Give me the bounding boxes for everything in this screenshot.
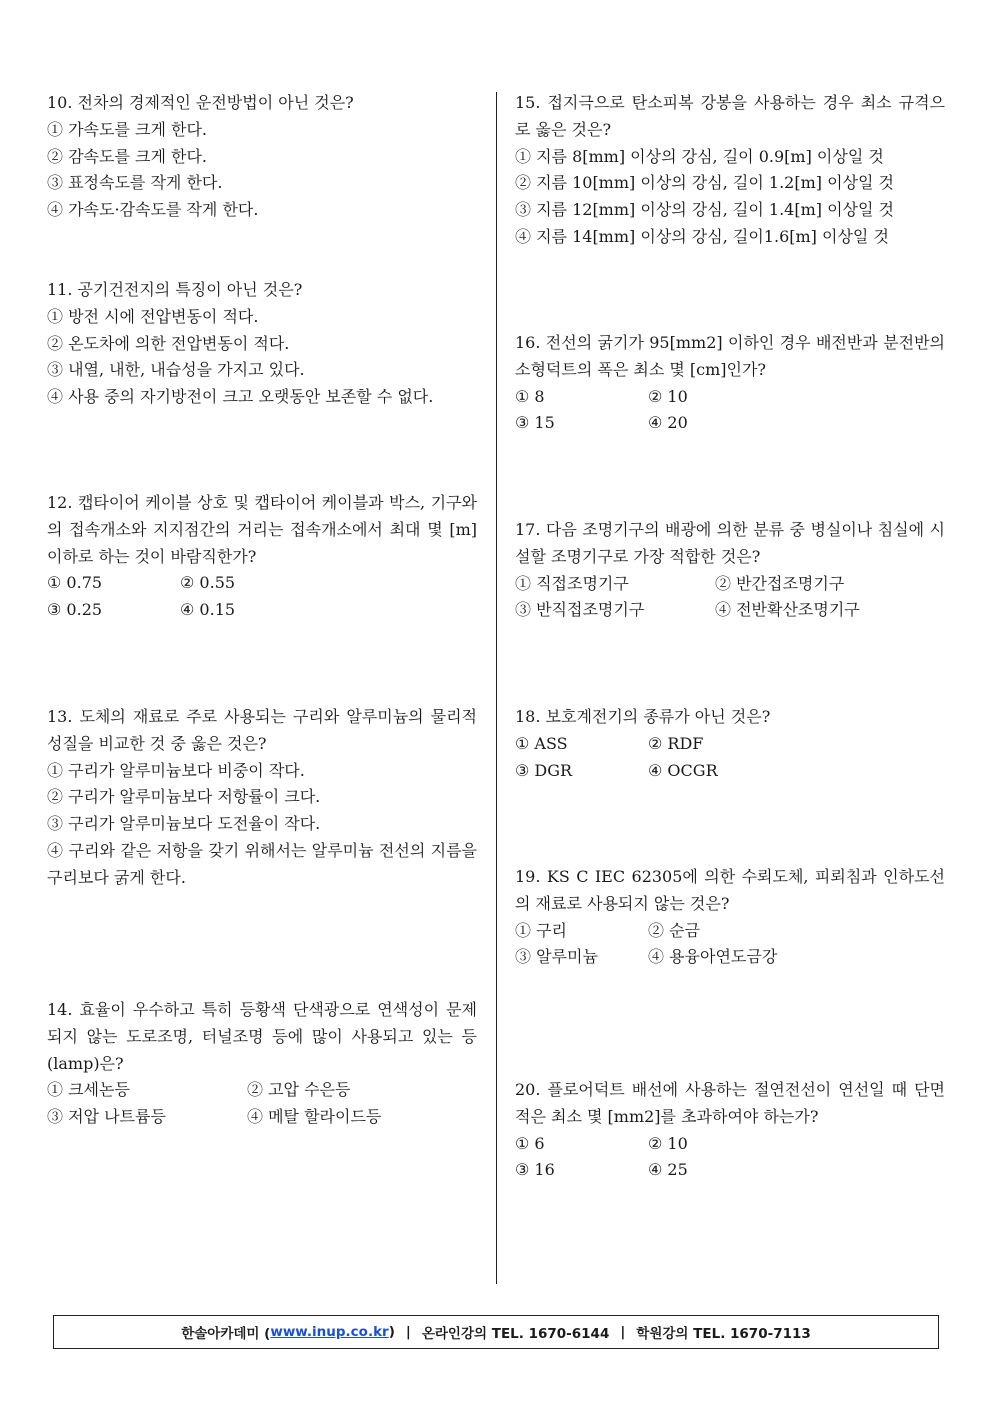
option-1: ① 방전 시에 전압변동이 적다. [47, 306, 259, 326]
question-12 [47, 490, 477, 624]
academy-name: 한솔아카데미 ( [181, 1326, 271, 1342]
option-row [47, 1104, 477, 1131]
question-19 [515, 864, 945, 971]
option-4: ④ 전반확산조명기구 [715, 600, 860, 620]
option-4: ④ 지름 14[mm] 이상의 강심, 길이1.6[m] 이상일 것 [515, 226, 889, 246]
question-stem: 17. 다음 조명기구의 배광에 의한 분류 중 병실이나 침실에 시설할 조명기구로 가장 적합한 것은? [515, 520, 945, 566]
option-3: ③ 표정속도를 작게 한다. [47, 173, 223, 193]
option-row [515, 571, 945, 598]
option-4: ④ 20 [648, 413, 688, 433]
option-row [515, 731, 945, 758]
option-3: ③ 지름 12[mm] 이상의 강심, 길이 1.4[m] 이상일 것 [515, 200, 894, 220]
option-3: ③ 16 [515, 1160, 555, 1180]
option-4: ④ 용융아연도금강 [648, 947, 778, 967]
question-stem: 20. 플로어덕트 배선에 사용하는 절연전선이 연선일 때 단면적은 최소 몇 [mm2]를 초과하여야 하는가? [515, 1080, 945, 1126]
question-10 [47, 90, 477, 224]
question-20 [515, 1077, 945, 1184]
question-stem: 11. 공기건전지의 특징이 아닌 것은? [47, 280, 303, 299]
option-3: ③ 15 [515, 413, 555, 433]
academy-lecture-phone: 학원강의 TEL. 1670-7113 [636, 1326, 811, 1342]
option-4: ④ 구리와 같은 저항을 갖기 위해서는 알루미늄 전선의 지름을 구리보다 굵게 한다. [47, 840, 477, 887]
option-2: ② 10 [648, 386, 688, 406]
option-3: ③ DGR [515, 760, 573, 780]
question-stem: 13. 도체의 재료로 주로 사용되는 구리와 알루미늄의 물리적 성질을 비교한 것 중 옳은 것은? [47, 707, 477, 753]
option-1: ① 0.75 [47, 573, 103, 593]
question-stem: 10. 전차의 경제적인 운전방법이 아닌 것은? [47, 93, 354, 112]
close-paren: ) [388, 1324, 395, 1340]
option-4: ④ 가속도·감속도를 작게 한다. [47, 200, 259, 220]
option-2: ② 감속도를 크게 한다. [47, 146, 207, 166]
question-14 [47, 997, 477, 1131]
option-row [47, 597, 477, 624]
option-3: ③ 0.25 [47, 600, 103, 620]
column-divider [496, 92, 497, 1284]
option-2: ② 0.55 [180, 573, 236, 593]
option-4: ④ 사용 중의 자기방전이 크고 오랫동안 보존할 수 없다. [47, 387, 434, 407]
question-13 [47, 704, 477, 892]
question-stem: 15. 접지극으로 탄소피복 강봉을 사용하는 경우 최소 규격으로 옳은 것은? [515, 93, 945, 139]
option-row [47, 570, 477, 597]
question-18 [515, 704, 945, 784]
question-stem: 12. 캡타이어 케이블 상호 및 캡타이어 케이블과 박스, 기구와의 접속개소와 지지점간의 거리는 접속개소에서 최대 몇 [m] 이하로 하는 것이 바람직한가? [47, 493, 477, 566]
option-1: ① 직접조명기구 [515, 573, 629, 593]
option-row [515, 597, 945, 624]
option-2: ② 온도차에 의한 전압변동이 적다. [47, 333, 290, 353]
question-stem: 19. KS C IEC 62305에 의한 수뢰도체, 피뢰침과 인하도선의 재료로 사용되지 않는 것은? [515, 867, 945, 913]
option-1: ① 8 [515, 386, 545, 406]
option-4: ④ 0.15 [180, 600, 236, 620]
option-1: ① 구리가 알루미늄보다 비중이 작다. [47, 760, 305, 780]
question-17 [515, 517, 945, 624]
option-row [515, 1157, 945, 1184]
option-3: ③ 내열, 내한, 내습성을 가지고 있다. [47, 360, 305, 380]
option-3: ③ 저압 나트륨등 [47, 1107, 166, 1127]
question-stem: 14. 효율이 우수하고 특히 등황색 단색광으로 연색성이 문제되지 않는 도로조명, 터널조명 등에 많이 사용되고 있는 등(lamp)은? [47, 1000, 477, 1073]
question-11 [47, 277, 477, 411]
option-1: ① 지름 8[mm] 이상의 강심, 길이 0.9[m] 이상일 것 [515, 146, 884, 166]
option-row [515, 410, 945, 437]
footer-separator: | [405, 1324, 411, 1340]
option-row [515, 758, 945, 785]
question-stem: 18. 보호계전기의 종류가 아닌 것은? [515, 707, 771, 726]
option-row [515, 918, 945, 945]
option-2: ② 고압 수은등 [247, 1080, 351, 1100]
option-4: ④ 메탈 할라이드등 [247, 1107, 382, 1127]
option-row [515, 1131, 945, 1158]
question-16 [515, 330, 945, 437]
option-4: ④ 25 [648, 1160, 688, 1180]
option-row [515, 944, 945, 971]
option-row [515, 384, 945, 411]
option-1: ① 가속도를 크게 한다. [47, 119, 207, 139]
option-2: ② 10 [648, 1133, 688, 1153]
option-row [47, 1077, 477, 1104]
option-3: ③ 알루미늄 [515, 947, 598, 967]
option-2: ② 순금 [648, 920, 700, 940]
academy-link[interactable]: www.inup.co.kr [270, 1324, 389, 1340]
footer-separator: | [620, 1324, 626, 1340]
online-lecture-phone: 온라인강의 TEL. 1670-6144 [421, 1326, 610, 1342]
option-4: ④ OCGR [648, 760, 718, 780]
option-1: ① 구리 [515, 920, 567, 940]
option-3: ③ 반직접조명기구 [515, 600, 645, 620]
option-2: ② 구리가 알루미늄보다 저항률이 크다. [47, 787, 321, 807]
option-3: ③ 구리가 알루미늄보다 도전율이 작다. [47, 814, 321, 834]
option-2: ② RDF [648, 733, 704, 753]
option-1: ① 6 [515, 1133, 545, 1153]
option-2: ② 지름 10[mm] 이상의 강심, 길이 1.2[m] 이상일 것 [515, 173, 894, 193]
option-1: ① 크세논등 [47, 1080, 130, 1100]
option-1: ① ASS [515, 733, 568, 753]
question-15 [515, 90, 945, 251]
question-stem: 16. 전선의 굵기가 95[mm2] 이하인 경우 배전반과 분전반의 소형덕트의 폭은 최소 몇 [cm]인가? [515, 333, 945, 379]
option-2: ② 반간접조명기구 [715, 573, 845, 593]
footer-bar [53, 1315, 939, 1349]
